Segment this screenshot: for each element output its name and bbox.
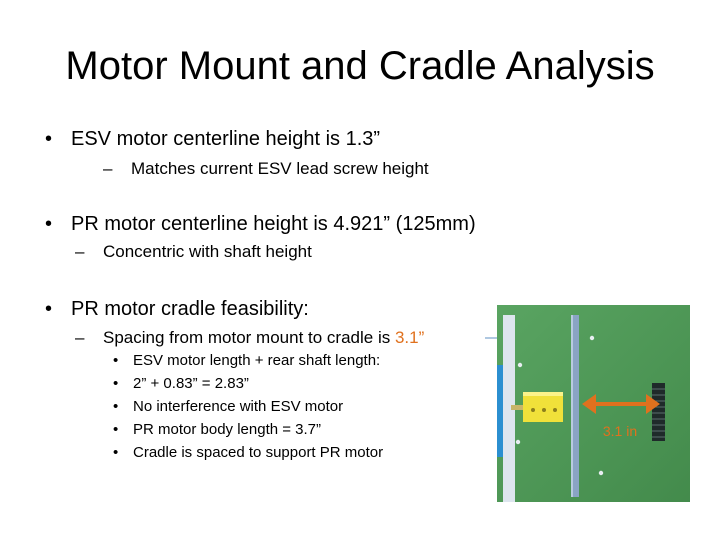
bolt-icon — [590, 336, 594, 340]
cradle — [652, 383, 665, 441]
sub-sub-bullet-text: ESV motor length + rear shaft length: — [133, 352, 381, 369]
dash-marker: – — [75, 242, 85, 261]
bolt-icon — [516, 440, 520, 444]
bullet-cradle-feasibility — [45, 296, 309, 322]
esv-motor — [523, 392, 563, 422]
sub-sub-bullet-text: No interference with ESV motor — [133, 398, 344, 415]
sub-sub-bullet-text: Cradle is spaced to support PR motor — [133, 444, 384, 461]
cradle-cad-figure — [497, 305, 690, 502]
sub-sub-bullet-text: 2” + 0.83” = 2.83” — [133, 375, 249, 392]
sub-bullet-text: Matches current ESV lead screw height — [131, 159, 429, 178]
bullet-esv-height — [45, 126, 381, 152]
bullet-marker: • — [113, 444, 119, 461]
sub-bullet-text: Spacing from motor mount to cradle is — [103, 328, 395, 347]
slide-title: Motor Mount and Cradle Analysis — [65, 44, 655, 88]
bullet-text: PR motor centerline height is 4.921” (125mm) — [71, 213, 476, 235]
sub-sub-bullet-text: PR motor body length = 3.7” — [133, 421, 322, 438]
bullet-marker: • — [45, 298, 53, 320]
bullet-text: ESV motor centerline height is 1.3” — [71, 128, 381, 150]
sub-bullet-esv-match — [103, 158, 429, 180]
sub-sub-bullet — [113, 443, 384, 462]
dash-marker: – — [103, 159, 113, 178]
dash-marker: – — [75, 328, 85, 347]
bullet-marker: • — [113, 375, 119, 392]
bolt-icon — [599, 471, 603, 475]
sub-bullet-concentric — [75, 241, 312, 263]
bullet-marker: • — [113, 421, 119, 438]
bullet-marker: • — [113, 352, 119, 369]
bullet-marker: • — [113, 398, 119, 415]
bullet-pr-height — [45, 211, 476, 237]
sub-bullet-spacing — [75, 327, 425, 349]
sub-sub-bullet — [113, 397, 344, 416]
sub-bullet-text: Concentric with shaft height — [103, 242, 312, 261]
sub-sub-bullet — [113, 420, 322, 439]
bullet-marker: • — [45, 213, 53, 235]
bolt-icon — [518, 363, 522, 367]
dimension-label: 3.1 in — [602, 423, 638, 439]
sub-sub-bullet — [113, 351, 381, 370]
bullet-marker: • — [45, 128, 53, 150]
sub-sub-bullet — [113, 374, 249, 393]
bullet-text: PR motor cradle feasibility: — [71, 298, 309, 320]
spacing-value: 3.1” — [394, 328, 425, 347]
